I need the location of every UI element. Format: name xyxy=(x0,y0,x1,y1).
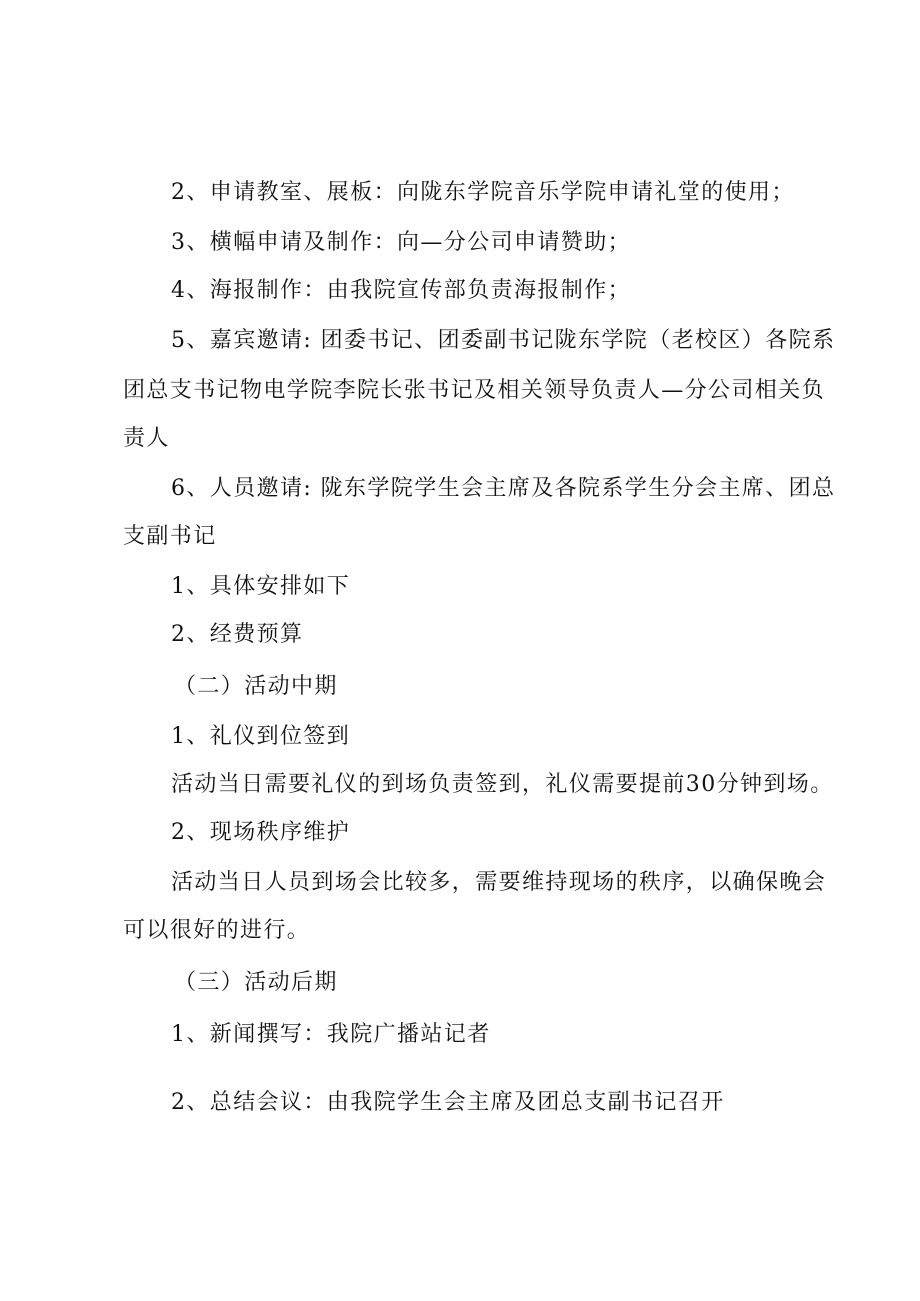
item-etiquette-signin: 1、礼仪到位签到 xyxy=(171,724,351,749)
para-etiquette: 活动当日需要礼仪的到场负责签到，礼仪需要提前30分钟到场。 xyxy=(171,772,834,797)
section-mid-heading: （二）活动中期 xyxy=(174,674,338,699)
item-order: 2、现场秩序维护 xyxy=(171,820,351,845)
item-poster: 4、海报制作：由我院宣传部负责海报制作； xyxy=(171,278,631,303)
item-arrangement: 1、具体安排如下 xyxy=(171,574,351,599)
section-late-heading: （三）活动后期 xyxy=(174,970,338,995)
item-guest-invite-end: 责人 xyxy=(123,426,170,451)
item-summary-meeting: 2、总结会议：由我院学生会主席及团总支副书记召开 xyxy=(171,1090,725,1115)
item-news: 1、新闻撰写：我院广播站记者 xyxy=(171,1022,491,1047)
item-banner: 3、横幅申请及制作：向—分公司申请赞助； xyxy=(171,230,631,255)
item-apply-classroom: 2、申请教室、展板：向陇东学院音乐学院申请礼堂的使用； xyxy=(171,180,795,205)
item-guest-invite: 5、嘉宾邀请: 团委书记、团委副书记陇东学院（老校区）各院系 xyxy=(171,328,836,353)
item-staff-invite-end: 支副书记 xyxy=(123,524,217,549)
item-guest-invite-cont: 团总支书记物电学院李院长张书记及相关领导负责人—分公司相关负 xyxy=(123,378,826,403)
para-order: 活动当日人员到场会比较多，需要维持现场的秩序，以确保晚会 xyxy=(171,870,827,895)
para-order-end: 可以很好的进行。 xyxy=(123,918,311,943)
item-budget: 2、经费预算 xyxy=(171,622,304,647)
item-staff-invite: 6、人员邀请: 陇东学院学生会主席及各院系学生分会主席、团总 xyxy=(171,476,836,501)
